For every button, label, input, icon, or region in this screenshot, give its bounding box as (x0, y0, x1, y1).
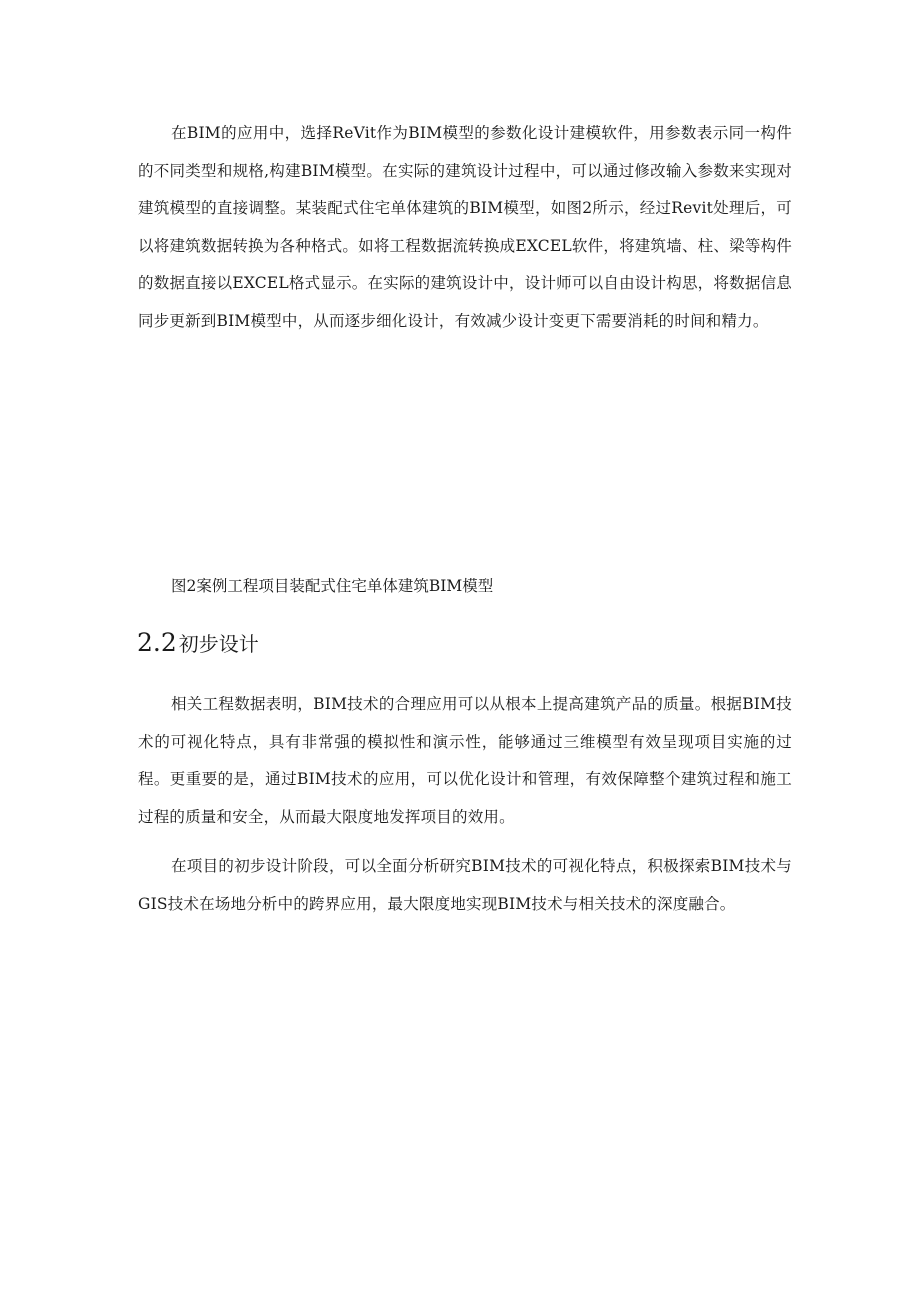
figure-caption: 图2案例工程项目装配式住宅单体建筑BIM模型 (171, 577, 494, 595)
paragraph-revit-modeling: 在BIM的应用中，选择ReVit作为BIM模型的参数化设计建模软件，用参数表示同一构件的不同类型和规格,构建BIM模型。在实际的建筑设计过程中，可以通过修改输入参数来实现对建筑模型的直接调整。某装配式住宅单体建筑的BIM模型，如图2所示，经过Revit处理后，可以将建筑数据转换为各种格式。如将工程数据流转换成EXCEL软件，将建筑墙、柱、梁等构件的数据直接以EXCEL格式显示。在实际的建筑设计中，设计师可以自由设计构思，将数据信息同步更新到BIM模型中，从而逐步细化设计，有效减少设计变更下需要消耗的时间和精力。 (138, 124, 792, 330)
figure-placeholder (138, 350, 792, 550)
paragraph-preliminary-design: 在项目的初步设计阶段，可以全面分析研究BIM技术的可视化特点，积极探索BIM技术与GIS技术在场地分析中的跨界应用，最大限度地实现BIM技术与相关技术的深度融合。 (138, 857, 792, 913)
paragraph-bim-quality: 相关工程数据表明，BIM技术的合理应用可以从根本上提高建筑产品的质量。根据BIM技术的可视化特点，具有非常强的模拟性和演示性，能够通过三维模型有效呈现项目实施的过程。更重要的是，通过BIM技术的应用，可以优化设计和管理，有效保障整个建筑过程和施工过程的质量和安全，从而最大限度地发挥项目的效用。 (138, 695, 792, 826)
section-heading (137, 623, 259, 664)
section-title: 初步设计 (178, 632, 259, 656)
section-number: 2.2 (137, 628, 177, 657)
